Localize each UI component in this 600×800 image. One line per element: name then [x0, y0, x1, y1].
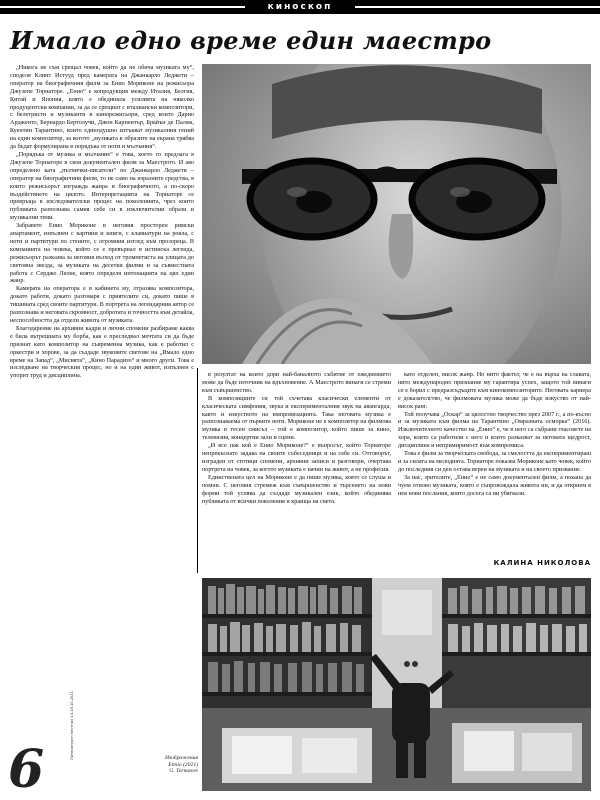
page-number: 6	[8, 739, 45, 800]
paragraph: Това е филм за творческата свобода, за смелостта да експериментираш и за силата на мелодията. Торнаторе показва Мориконе като човек, който до последния си ден остава верен на музиката и на своето призвание.	[398, 450, 591, 473]
article-column-2	[202, 371, 391, 567]
image-source	[150, 755, 198, 775]
paragraph: „Порядъка от музика и мълчание“ е това, което го предлага в Джузепе Торнаторе в своя документален филм за Маестрото. И ако определено ката „пътнички-писатели“ по Джанкарло Леджети – оператор на биографичния филм, то не само на изразните средства, в които режисьорът изгражда жанра и биографичното, а по-скоро въздействието на цялото. Интерпретацията на Торнаторе се превръща в изследователски процес на поколенията, чрез които публиката разпознава самия себе си в изключителни образи и музикални теми.	[10, 150, 194, 222]
author-byline: КАЛИНА НИКОЛОВА	[493, 559, 591, 567]
paragraph: За нас, зрителите, „Енио“ е не само документален филм, а покана да чуем отново музиката, която е съпровождала живота ни, и да открием в нея нови послания, които досега са ни убягвали.	[398, 473, 591, 497]
paragraph: В композициите си той съчетава класически елементи от класическата симфония, звука и експерименталния звук на авангарда, както и изкуството на импровизацията. Така неговата музика е разпознаваема от първите ноти. Мориконе не е композитор на филмова музика в тесен смисъл – той е композитор, който пише за кино, телевизия, концертни зали и сцени.	[202, 394, 391, 442]
image-source-label: Изображения	[164, 755, 198, 761]
article-title: Имало едно време един маестро	[10, 26, 492, 55]
section-header-band	[0, 0, 600, 14]
image-source-line-1: Ennio (2021)	[168, 761, 198, 768]
column-divider	[197, 368, 198, 573]
study-photo-art	[202, 578, 591, 791]
paragraph: Единствената цел на Мориконе е да пише музика, която се слуша и помни. С неговия стремеж към съвършенство и търсенето на нови форми той успява да създаде музикален език, който обединява публиката от всички поколения и краища на света.	[202, 473, 391, 505]
article-column-3	[398, 371, 591, 565]
article-column-1	[10, 64, 194, 780]
paragraph: в резултат на които дори най-баналното събитие от ежедневието може да бъде източник на вдъхновение. А Маестрото винаги се стреми към съвършенство.	[202, 371, 391, 394]
paragraph: „И все пак кой е Енио Мориконе?“ е въпросът, който Торнаторе непрекъснато задава на своите събеседници и на себе си. Отговорът, изграден от стотици спомени, архивни записи и разговори, очертава портрета на човек, за когото музиката е начин на живот, а не професия.	[202, 442, 391, 473]
study-photo	[202, 578, 591, 791]
imprint-text: Литературен вестник 13-19.10.2021	[70, 691, 74, 760]
paragraph: „Никога не съм срещал човек, който да не обича музиката му“, споделя Клинт Истууд пред камерата на Джанкарло Леджети – оператор на биографичния филм за Енио Мориконе на режисьора Джузепе Торнаторе. „Енио“ е копродукция между Италия, Белгия, Китай и Япония, която е обединила усилията на няколко продуцентски компании, за да се срещнат с италиански композитори, с белетристи и музиканти в кинорежисьори, сред които Дарио Ардженто, Бернардо Бертолучи, Джон Карпентър, Брайън де Палма, Куентин Тарантино, които единодушно изтъкват музикалния гений на един композитор, за когото „музиката в образите на екрана трябва да бъдат формулирана в порядъка от ноти и мълчания“.	[10, 64, 194, 151]
portrait-photo	[202, 64, 591, 364]
portrait-photo-art	[202, 64, 591, 364]
paragraph: Камерата на оператора е в кабинета му, отразява композитора, докато работи, докато разговаря с приятелите си, докато пише в тишината сред своите партитури. В портрета на легендарния автор се разпознава и неговата скромност, добротата и точността към детайла, неспособността да отдели живота от музиката.	[10, 285, 194, 324]
paragraph: Благодарение на архивни кадри и лични спомени разбираме каква е била вътрешната му борба, как е преследвал мечтата си да бъде признат като композитор на съвременна музика, как е работил с оркестри и хорове, за да създаде звуковите светове на „Имало едно време на Запад“, „Мисията“, „Кино Парадизо“ и много други. Това е изследване на творческия процес, но и на един живот, изпълнен с упорит труд и дисциплина.	[10, 324, 194, 380]
section-tag: киноскоп	[258, 1, 343, 13]
paragraph: Забравете Енио Мориконе в неговия просторен римски апартамент, изпълнен с картини и книги, с клавиатури на рояла, с ноти и партитури по стените, с огромния изглед към прозореца. В компанията на човека, който се е превърнал в истинска легенда, режисьорът разказва за неговия възход от тромпетиста на улицата до световна звезда, за музиката на десетки филми и за съвместната работа с Серджо Леоне, която определя интонацията на цял един жанр.	[10, 222, 194, 285]
image-source-line-2: G. Tornatore	[169, 768, 198, 775]
paragraph: Той получава „Оскар“ за цялостно творчество през 2007 г., а по-късно и за музиката към филма на Тарантино „Омразната осморка“ (2016). Изключителното качество на „Енио“ е, че в него са събрани гласовете на хора, които са работили с него и които разказват за неговата щедрост, дисциплина и непримиримост към компромиса.	[398, 410, 591, 450]
paragraph: като отделен, висок жанр. Но нито фактът, че е на върха на славата, нито международно признание му гарантира успех, защото той винаги се е борил с предразсъдъците към кинокомпозиторите. Неговата кариера е доказателство, че филмовата музика може да бъде изкуство от най-висок ранг.	[398, 371, 591, 410]
